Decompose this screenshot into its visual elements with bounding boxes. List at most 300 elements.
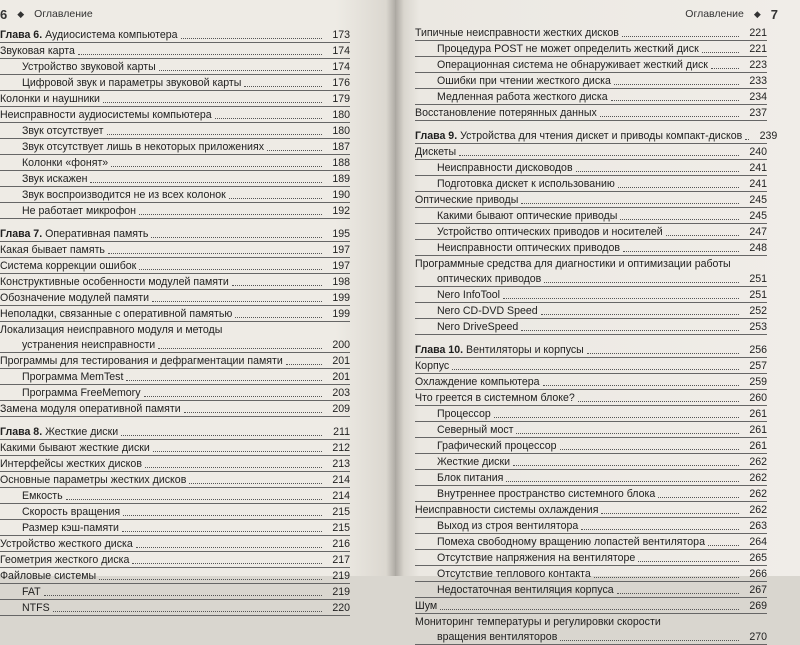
toc-page-number: 267 — [749, 584, 767, 596]
toc-subsection — [0, 187, 350, 203]
toc-title: Жесткие диски — [45, 426, 119, 438]
toc-line — [415, 629, 767, 644]
toc-line — [415, 502, 767, 517]
toc-page-number: 176 — [332, 77, 350, 89]
leader-dots — [544, 282, 739, 283]
toc-line — [415, 192, 767, 207]
toc-line — [415, 160, 767, 175]
leader-dots — [452, 369, 739, 370]
chapter-label: Глава 9. — [415, 130, 458, 142]
toc-line — [0, 203, 350, 218]
right-toc — [415, 25, 778, 645]
leader-dots — [638, 561, 739, 562]
toc-section — [0, 274, 350, 290]
toc-title: Интерфейсы жестких дисков — [0, 458, 142, 470]
toc-page-number: 173 — [332, 29, 350, 41]
toc-page-number: 174 — [332, 61, 350, 73]
toc-line — [0, 171, 350, 186]
leader-dots — [108, 253, 322, 254]
toc-subsection — [415, 422, 767, 438]
toc-page-number: 247 — [749, 226, 767, 238]
diamond-icon: ◆ — [753, 8, 761, 19]
leader-dots — [181, 38, 322, 39]
left-page — [0, 0, 395, 614]
toc-section — [0, 536, 350, 552]
toc-page-number: 262 — [749, 456, 767, 468]
book-gutter — [386, 0, 404, 576]
leader-dots — [623, 251, 739, 252]
toc-line — [415, 144, 767, 159]
leader-dots — [158, 348, 322, 349]
leader-dots — [513, 465, 739, 466]
toc-title: Геометрия жесткого диска — [0, 554, 130, 566]
leader-dots — [123, 515, 322, 516]
toc-line — [0, 536, 350, 551]
right-page — [395, 0, 800, 643]
toc-title: Операционная система не обнаруживает жесткий диск — [437, 59, 708, 71]
toc-subsection — [0, 123, 350, 139]
leader-dots — [494, 417, 739, 418]
toc-line — [415, 422, 767, 437]
toc-page-number: 188 — [332, 157, 350, 169]
toc-section — [415, 256, 767, 287]
toc-chapter — [0, 422, 350, 440]
toc-title: Программы для тестирования и дефрагментации памяти — [0, 355, 283, 367]
toc-title: Устройства для чтения дискет и приводы компакт-дисков — [460, 130, 743, 142]
toc-line — [0, 488, 350, 503]
toc-section — [415, 105, 767, 121]
leader-dots — [622, 36, 739, 37]
leader-dots — [145, 467, 322, 468]
toc-page-number: 180 — [332, 125, 350, 137]
toc-page-number: 257 — [749, 360, 767, 372]
toc-title: Nero CD-DVD Speed — [437, 305, 538, 317]
toc-line — [415, 614, 767, 629]
toc-subsection — [415, 566, 767, 582]
toc-line — [0, 258, 350, 273]
leader-dots — [658, 497, 739, 498]
toc-page-number: 174 — [332, 45, 350, 57]
leader-dots — [136, 547, 322, 548]
toc-section — [0, 440, 350, 456]
toc-title: Какими бывают оптические приводы — [437, 210, 618, 222]
toc-page-number: 234 — [749, 91, 767, 103]
toc-page-number: 248 — [749, 242, 767, 254]
toc-line — [415, 390, 767, 405]
leader-dots — [521, 330, 739, 331]
toc-page-number: 223 — [749, 59, 767, 71]
toc-title: Медленная работа жесткого диска — [437, 91, 608, 103]
toc-title: Аудиосистема компьютера — [45, 29, 178, 41]
leader-dots — [139, 269, 322, 270]
leader-dots — [44, 595, 322, 596]
toc-line — [0, 369, 350, 384]
toc-subsection — [415, 550, 767, 566]
leader-dots — [286, 364, 322, 365]
leader-dots — [560, 640, 739, 641]
toc-title: Подготовка дискет к использованию — [437, 178, 615, 190]
leader-dots — [244, 86, 322, 87]
toc-line — [0, 385, 350, 400]
toc-page-number: 239 — [759, 130, 778, 142]
right-running-head — [407, 6, 778, 22]
toc-line — [0, 43, 350, 58]
toc-line — [415, 598, 767, 613]
toc-section — [0, 322, 350, 353]
toc-page-number: 189 — [332, 173, 350, 185]
toc-title: Мониторинг температуры и регулировки скорости — [415, 616, 661, 628]
toc-page-number: 211 — [333, 426, 350, 438]
toc-section — [0, 472, 350, 488]
leader-dots — [666, 235, 739, 236]
toc-title: NTFS — [22, 602, 50, 614]
leader-dots — [132, 563, 322, 564]
toc-line — [0, 353, 350, 368]
toc-page-number: 221 — [749, 27, 767, 39]
toc-title: Неисправности аудиосистемы компьютера — [0, 109, 212, 121]
toc-title: Файловые системы — [0, 570, 97, 582]
toc-title: Nero DriveSpeed — [437, 321, 519, 333]
toc-line — [0, 91, 350, 106]
left-running-title: Оглавление — [34, 8, 93, 20]
toc-title: Звук отсутствует — [22, 125, 104, 137]
toc-page-number: 233 — [749, 75, 767, 87]
toc-page-number: 262 — [749, 488, 767, 500]
toc-page-number: 215 — [332, 522, 350, 534]
toc-page-number: 221 — [749, 43, 767, 55]
leader-dots — [745, 139, 749, 140]
toc-line — [0, 59, 350, 74]
toc-subsection — [0, 504, 350, 520]
toc-page-number: 241 — [749, 178, 767, 190]
toc-title: Помеха свободному вращению лопастей вентилятора — [437, 536, 705, 548]
toc-subsection — [0, 139, 350, 155]
leader-dots — [600, 116, 739, 117]
leader-dots — [139, 214, 322, 215]
leader-dots — [702, 52, 739, 53]
toc-line — [0, 306, 350, 321]
toc-page-number: 199 — [332, 292, 350, 304]
toc-line — [0, 337, 350, 352]
toc-title: Северный мост — [437, 424, 514, 436]
toc-line — [0, 242, 350, 257]
chapter-label: Глава 10. — [415, 344, 464, 356]
toc-page-number: 215 — [332, 506, 350, 518]
toc-line — [415, 550, 767, 565]
leader-dots — [66, 499, 322, 500]
right-running-title: Оглавление — [685, 8, 744, 20]
toc-line — [415, 287, 767, 302]
toc-page-number: 270 — [749, 631, 767, 643]
toc-line — [415, 271, 767, 286]
toc-line — [0, 155, 350, 170]
toc-page-number: 219 — [332, 586, 350, 598]
toc-subsection — [0, 520, 350, 536]
toc-page-number: 209 — [332, 403, 350, 415]
toc-line — [0, 139, 350, 154]
toc-section — [415, 374, 767, 390]
toc-chapter — [415, 126, 778, 144]
toc-section — [0, 568, 350, 584]
toc-line — [0, 520, 350, 535]
toc-title: Устройство жесткого диска — [0, 538, 133, 550]
toc-page-number: 256 — [749, 344, 767, 356]
toc-title: Система коррекции ошибок — [0, 260, 137, 272]
leader-dots — [267, 150, 322, 151]
toc-page-number: 203 — [332, 387, 350, 399]
toc-line — [415, 518, 767, 533]
toc-title: Оптические приводы — [415, 194, 519, 206]
toc-line — [415, 73, 767, 88]
leader-dots — [581, 529, 739, 530]
toc-title: Неисправности системы охлаждения — [415, 504, 599, 516]
toc-page-number: 197 — [332, 244, 350, 256]
toc-title: Nero InfoTool — [437, 289, 501, 301]
toc-page-number: 264 — [749, 536, 767, 548]
toc-page-number: 187 — [332, 141, 350, 153]
toc-chapter — [415, 340, 767, 358]
toc-title-continuation: устранения неисправности — [22, 339, 156, 351]
toc-page-number: 253 — [749, 321, 767, 333]
toc-section — [415, 144, 767, 160]
toc-subsection — [0, 600, 350, 616]
toc-line — [415, 224, 767, 239]
toc-section — [0, 290, 350, 306]
toc-title: Ошибки при чтении жесткого диска — [437, 75, 611, 87]
toc-line — [415, 126, 778, 143]
entry-underline — [415, 120, 767, 121]
left-page-number: 6 — [0, 6, 8, 22]
toc-line — [0, 600, 350, 615]
toc-line — [415, 319, 767, 334]
toc-section — [415, 390, 767, 406]
toc-page-number: 190 — [332, 189, 350, 201]
chapter-label: Глава 8. — [0, 426, 43, 438]
toc-subsection — [0, 369, 350, 385]
toc-chapter — [0, 224, 350, 242]
toc-page-number: 263 — [749, 520, 767, 532]
chapter-label: Глава 7. — [0, 228, 43, 240]
toc-title: Какими бывают жесткие диски — [0, 442, 150, 454]
leader-dots — [189, 483, 322, 484]
toc-line — [415, 454, 767, 469]
leader-dots — [708, 545, 739, 546]
toc-subsection — [415, 240, 767, 256]
toc-title: Графический процессор — [437, 440, 557, 452]
entry-underline — [0, 416, 350, 417]
toc-title: FAT — [22, 586, 41, 598]
toc-page-number: 195 — [332, 228, 350, 240]
toc-line — [415, 374, 767, 389]
leader-dots — [159, 70, 322, 71]
toc-page-number: 261 — [749, 424, 767, 436]
leader-dots — [594, 577, 739, 578]
toc-section — [415, 192, 767, 208]
entry-underline — [0, 615, 350, 616]
leader-dots — [90, 182, 322, 183]
toc-title: Недостаточная вентиляция корпуса — [437, 584, 614, 596]
toc-section — [0, 401, 350, 417]
toc-line — [415, 240, 767, 255]
toc-line — [0, 25, 350, 42]
leader-dots — [587, 353, 739, 354]
left-running-head — [0, 6, 379, 22]
toc-page-number: 201 — [332, 355, 350, 367]
toc-line — [415, 438, 767, 453]
toc-title: Локализация неисправного модуля и методы — [0, 324, 223, 336]
toc-section — [415, 502, 767, 518]
toc-subsection — [415, 57, 767, 73]
toc-line — [0, 187, 350, 202]
toc-subsection — [415, 518, 767, 534]
leader-dots — [516, 433, 739, 434]
toc-section — [0, 456, 350, 472]
toc-line — [415, 534, 767, 549]
toc-subsection — [0, 488, 350, 504]
toc-subsection — [415, 486, 767, 502]
toc-line — [0, 322, 350, 337]
toc-section — [0, 306, 350, 322]
toc-page-number: 266 — [749, 568, 767, 580]
toc-title: Процедура POST не может определить жесткий диск — [437, 43, 699, 55]
toc-subsection — [415, 41, 767, 57]
leader-dots — [601, 513, 739, 514]
toc-page-number: 219 — [332, 570, 350, 582]
toc-page-number: 251 — [749, 273, 767, 285]
toc-line — [0, 107, 350, 122]
toc-title: Звук воспроизводится не из всех колонок — [22, 189, 226, 201]
leader-dots — [521, 203, 739, 204]
toc-subsection — [415, 176, 767, 192]
toc-section — [0, 258, 350, 274]
toc-line — [0, 422, 350, 439]
toc-section — [0, 552, 350, 568]
toc-title: Жесткие диски — [437, 456, 511, 468]
toc-subsection — [0, 75, 350, 91]
toc-subsection — [415, 208, 767, 224]
toc-line — [415, 176, 767, 191]
toc-section — [415, 598, 767, 614]
toc-line — [0, 552, 350, 567]
toc-title: Цифровой звук и параметры звуковой карты — [22, 77, 242, 89]
leader-dots — [506, 481, 739, 482]
leader-dots — [151, 237, 322, 238]
toc-page-number: 197 — [332, 260, 350, 272]
leader-dots — [620, 219, 739, 220]
toc-line — [0, 224, 350, 241]
toc-title: Внутреннее пространство системного блока — [437, 488, 656, 500]
leader-dots — [618, 187, 739, 188]
toc-page-number: 245 — [749, 210, 767, 222]
toc-title: Типичные неисправности жестких дисков — [415, 27, 619, 39]
leader-dots — [103, 102, 322, 103]
toc-page-number: 261 — [749, 440, 767, 452]
entry-underline — [415, 334, 767, 335]
toc-title: Корпус — [415, 360, 450, 372]
toc-subsection — [415, 470, 767, 486]
toc-section — [0, 353, 350, 369]
leader-dots — [235, 317, 322, 318]
toc-page-number: 212 — [332, 442, 350, 454]
toc-subsection — [415, 160, 767, 176]
diamond-icon: ◆ — [17, 8, 25, 19]
leader-dots — [232, 285, 322, 286]
toc-page-number: 260 — [749, 392, 767, 404]
toc-line — [0, 274, 350, 289]
toc-title: Основные параметры жестких дисков — [0, 474, 187, 486]
toc-page-number: 269 — [749, 600, 767, 612]
toc-line — [415, 470, 767, 485]
toc-page-number: 262 — [749, 472, 767, 484]
toc-section — [415, 614, 767, 645]
toc-line — [0, 75, 350, 90]
toc-title: Охлаждение компьютера — [415, 376, 540, 388]
leader-dots — [543, 385, 739, 386]
leader-dots — [611, 100, 739, 101]
toc-page-number: 245 — [749, 194, 767, 206]
toc-subsection — [415, 454, 767, 470]
toc-subsection — [415, 582, 767, 598]
toc-line — [0, 504, 350, 519]
toc-subsection — [0, 203, 350, 219]
toc-title: Устройство звуковой карты — [22, 61, 156, 73]
toc-page-number: 192 — [332, 205, 350, 217]
chapter-label: Глава 6. — [0, 29, 43, 41]
toc-line — [0, 584, 350, 599]
toc-section — [0, 43, 350, 59]
toc-line — [0, 290, 350, 305]
toc-title: Шум — [415, 600, 438, 612]
toc-title: Звуковая карта — [0, 45, 75, 57]
toc-title: Не работает микрофон — [22, 205, 137, 217]
toc-page-number: 214 — [332, 474, 350, 486]
leader-dots — [111, 166, 322, 167]
toc-title-continuation: вращения вентиляторов — [437, 631, 558, 643]
toc-subsection — [415, 534, 767, 550]
leader-dots — [711, 68, 739, 69]
toc-page-number: 179 — [332, 93, 350, 105]
toc-title: Колонки «фонят» — [22, 157, 109, 169]
toc-page-number: 217 — [332, 554, 350, 566]
toc-subsection — [0, 59, 350, 75]
toc-line — [415, 582, 767, 597]
toc-title: Обозначение модулей памяти — [0, 292, 149, 304]
toc-title: Неисправности дисководов — [437, 162, 573, 174]
toc-page-number: 200 — [332, 339, 350, 351]
toc-title: Звук отсутствует лишь в некоторых приложениях — [22, 141, 264, 153]
toc-line — [0, 472, 350, 487]
toc-title: Замена модуля оперативной памяти — [0, 403, 181, 415]
toc-title: Отсутствие напряжения на вентиляторе — [437, 552, 636, 564]
toc-title: Конструктивные особенности модулей памяти — [0, 276, 229, 288]
toc-page-number: 240 — [749, 146, 767, 158]
toc-page-number: 180 — [332, 109, 350, 121]
leader-dots — [78, 54, 322, 55]
leader-dots — [617, 593, 739, 594]
toc-subsection — [0, 155, 350, 171]
toc-title: Дискеты — [415, 146, 457, 158]
toc-subsection — [415, 319, 767, 335]
toc-title: Восстановление потерянных данных — [415, 107, 597, 119]
toc-subsection — [415, 73, 767, 89]
toc-page-number: 252 — [749, 305, 767, 317]
toc-title: Какая бывает память — [0, 244, 105, 256]
toc-subsection — [0, 385, 350, 401]
toc-section — [0, 107, 350, 123]
leader-dots — [121, 435, 322, 436]
toc-line — [415, 358, 767, 373]
leader-dots — [578, 401, 739, 402]
